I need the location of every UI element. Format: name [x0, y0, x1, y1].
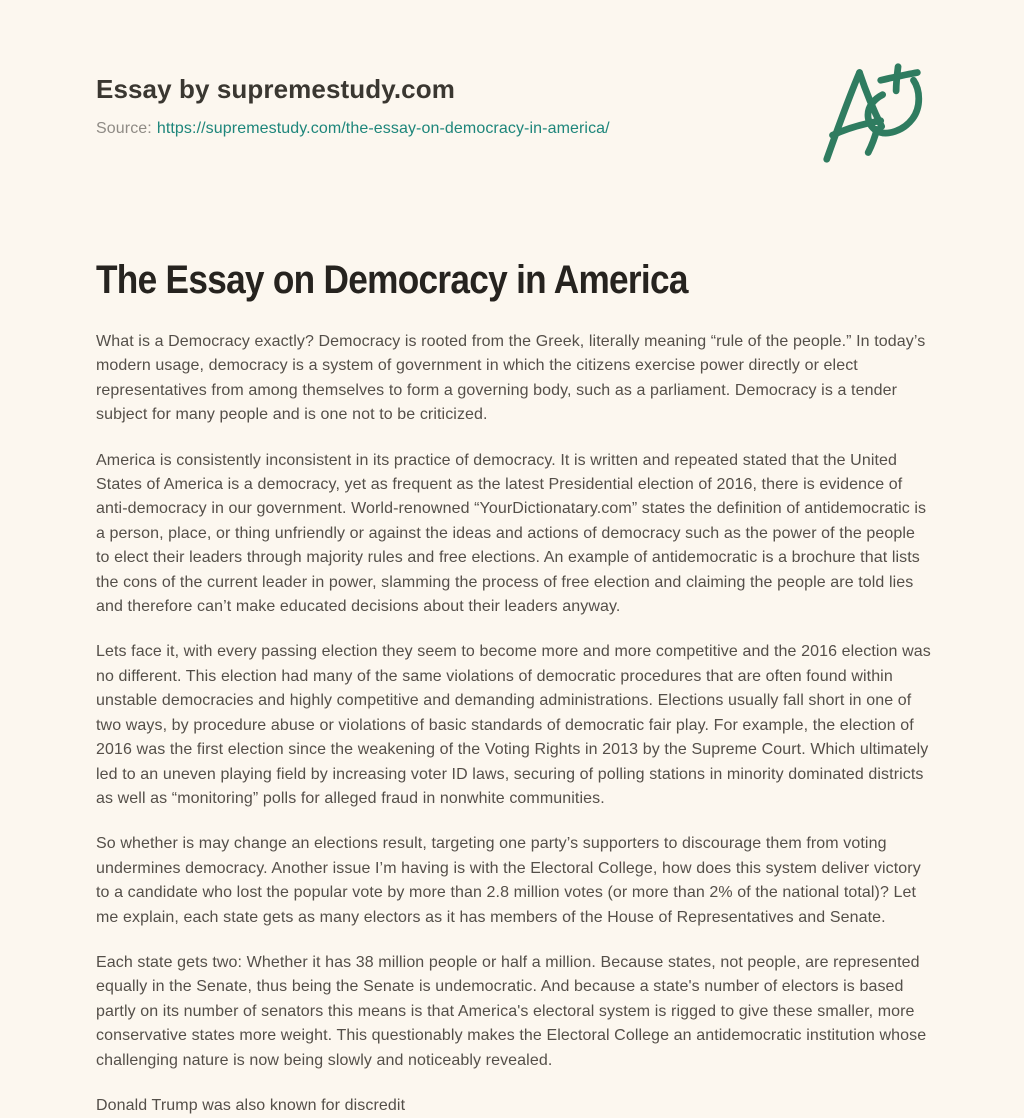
essay-paragraph: Donald Trump was also known for discredit	[96, 1096, 406, 1114]
essay-paragraph: Each state gets two: Whether it has 38 million people or half a million. Because states, not people, are represented equally in the Senate, thus being the Senate is undemocratic. And because a state's number of electors is based partly on its number of senators this means is that America's electoral system is rigged to give these smaller, more conservative states more weight. This questionably makes the Electoral College an antidemocratic institution whose challenging nature is now being slowly and noticeably revealed.	[96, 953, 927, 1069]
essay-paragraph: What is a Democracy exactly? Democracy is rooted from the Greek, literally meaning “rule of the people.” In today’s modern usage, democracy is a system of government in which the citizens exercise power directly or elect representatives from among themselves to form a governing body, such as a parliament. Democracy is a tender subject for many people and is one not to be criticized.	[96, 333, 926, 424]
source-line	[96, 120, 610, 138]
byline: Essay by supremestudy.com	[96, 74, 455, 104]
essay-body	[96, 258, 931, 1118]
source-link[interactable]: https://supremestudy.com/the-essay-on-democracy-in-america/	[156, 120, 610, 137]
essay-title: The Essay on Democracy in America	[96, 258, 688, 302]
essay-paragraph: Lets face it, with every passing election they seem to become more and more competitive and the 2016 election was no different. This election had many of the same violations of democratic procedures that are often found within unstable democracies and highly competitive and demanding administrations. Elections usually fall short in one of two ways, by procedure abuse or violations of basic standards of democratic fair play. For example, the election of 2016 was the first election since the weakening of the Voting Rights in 2013 by the Supreme Court. Which ultimately led to an uneven playing field by increasing voter ID laws, securing of polling stations in minority dominated districts as well as “monitoring” polls for alleged fraud in nonwhite communities.	[96, 643, 931, 807]
essay-paragraph: So whether is may change an elections result, targeting one party’s supporters to discourage them from voting undermines democracy. Another issue I’m having is with the Electoral College, how does this system deliver victory to a candidate who lost the popular vote by more than 2.8 million votes (or more than 2% of the national total)? Let me explain, each state gets as many electors as it has members of the House of Representatives and Senate.	[96, 835, 921, 926]
essay-paragraph: America is consistently inconsistent in its practice of democracy. It is written and repeated stated that the United States of America is a democracy, yet as frequent as the latest Presidential election of 2016, there is evidence of anti-democracy in our government. World-renowned “YourDictionatary.com” states the definition of antidemocratic is a person, place, or thing unfriendly or against the ideas and actions of democracy such as the power of the people to elect their leaders through majority rules and free elections. An example of antidemocratic is a brochure that lists the cons of the current leader in power, slamming the process of free election and claiming the people are told lies and therefore can’t make educated decisions about their leaders anyway.	[96, 451, 927, 616]
source-label: Source:	[96, 120, 152, 137]
page-header	[96, 60, 928, 166]
byline-block	[96, 60, 610, 138]
a-plus-logo-icon	[820, 60, 926, 166]
